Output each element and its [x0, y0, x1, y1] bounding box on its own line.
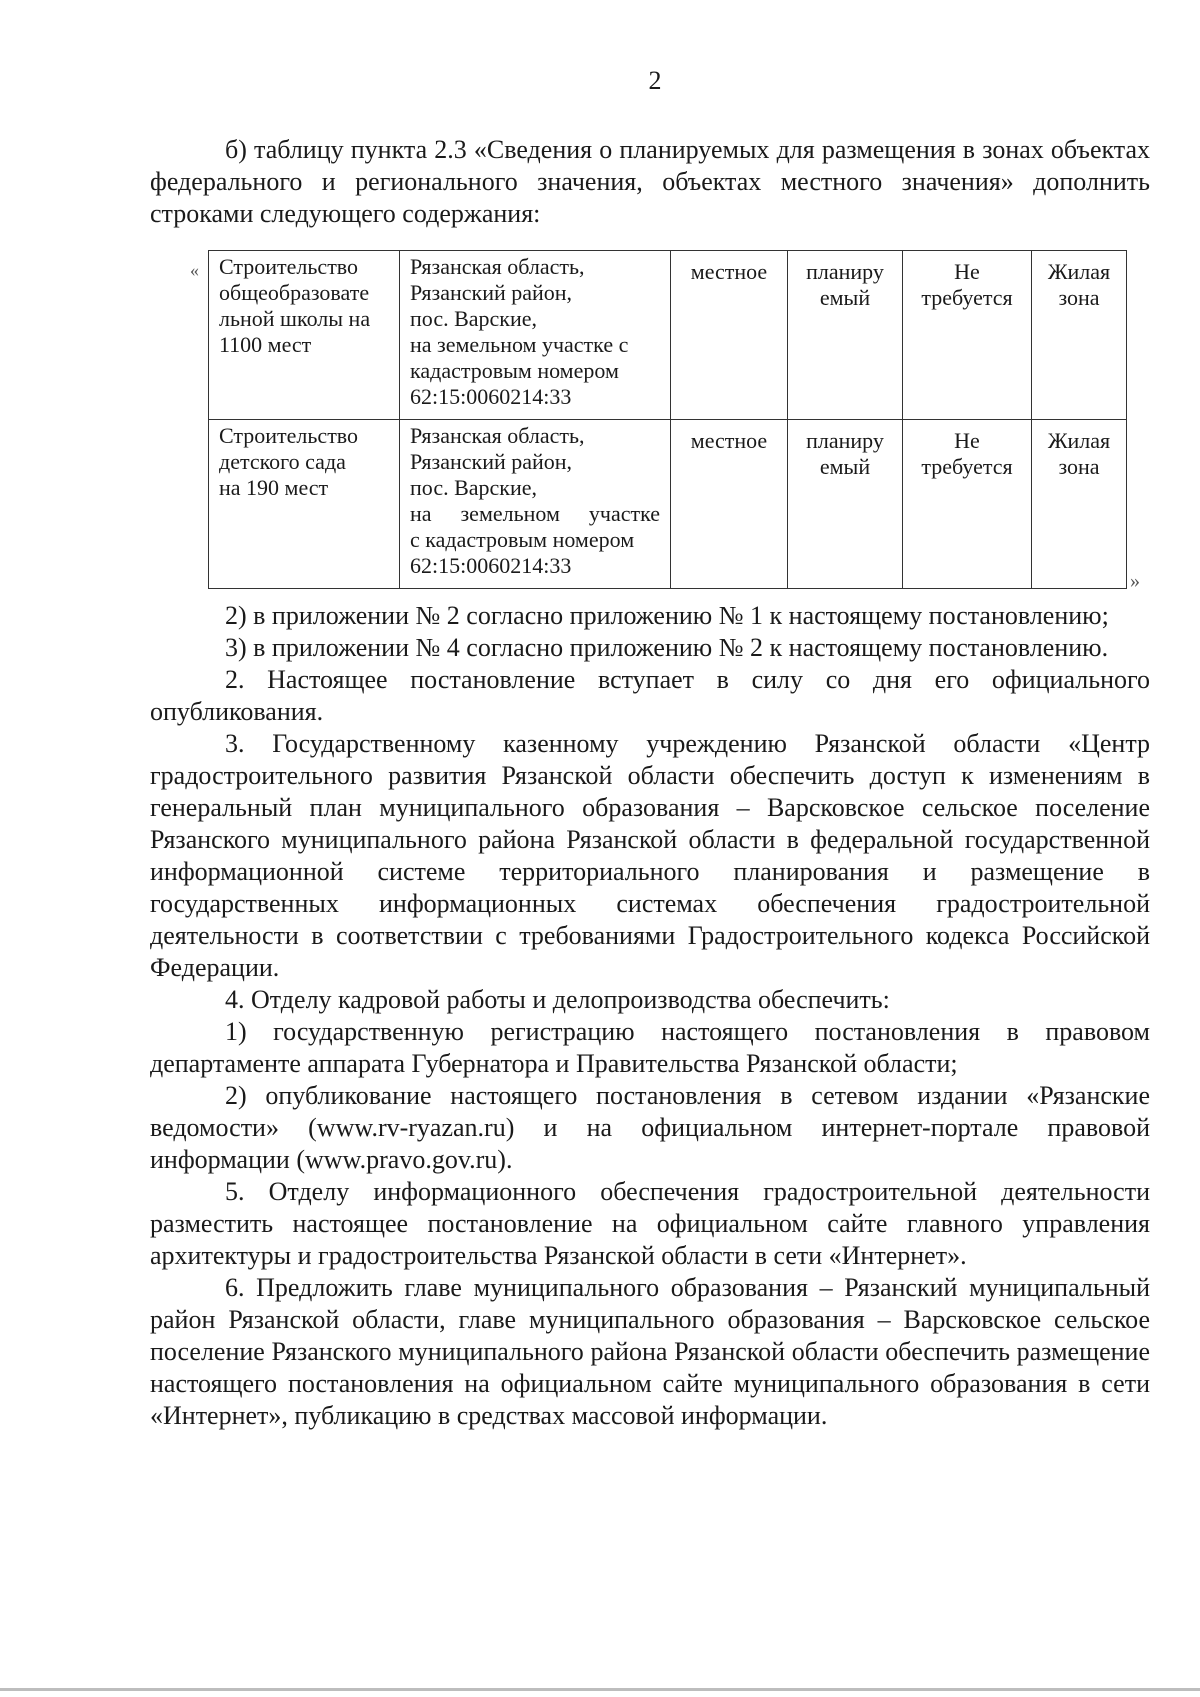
paragraph: 3. Государственному казенному учреждению Рязанской области «Центр градостроительного развития Рязанской области обеспечить доступ к изменениям в генеральный план муниципального образования – Варсковское сельское поселение Рязанского муниципального района Рязанской области в федеральной государственной информационной системе территориального планирования и размещение в государственных информационных системах обеспечения градостроительной деятельности в соответствии с требованиями Градостроительного кодекса Российской Федерации.: [150, 729, 1150, 982]
table-row: [209, 251, 1127, 420]
page-number: 2: [648, 66, 662, 95]
requirement-cell: [903, 420, 1032, 589]
location-line: на земельном участке: [410, 501, 660, 526]
paragraph: 2) в приложении № 2 согласно приложению № 1 к настоящему постановлению;: [225, 601, 1109, 630]
object-name-line: льной школы на: [219, 306, 371, 331]
body-text: [150, 600, 1150, 1432]
table-row: [209, 420, 1127, 589]
status-line: емый: [819, 285, 871, 310]
object-name-line: Строительство: [219, 254, 359, 279]
intro-paragraph: б) таблицу пункта 2.3 «Сведения о планируемых для размещения в зонах объектах федерального и регионального значения, объектах местного значения» дополнить строками следующего содержания:: [150, 135, 1150, 228]
object-name-line: на 190 мест: [219, 475, 329, 500]
requirement-line: требуется: [921, 454, 1013, 479]
object-name-line: 1100 мест: [219, 332, 312, 357]
object-name-cell: [209, 420, 400, 589]
requirement-line: требуется: [921, 285, 1013, 310]
requirement-line: Не: [954, 259, 980, 284]
requirement-cell: [903, 251, 1032, 420]
status-line: емый: [819, 454, 871, 479]
status-line: планиру: [806, 259, 884, 284]
location-cell: [400, 420, 671, 589]
paragraph: 1) государственную регистрацию настоящего постановления в правовом департаменте аппарата Губернатора и Правительства Рязанской области;: [150, 1017, 1150, 1078]
location-line: пос. Варские,: [410, 475, 538, 500]
requirement-line: Не: [954, 428, 980, 453]
scan-edge-divider: [0, 1688, 1200, 1691]
location-line: Рязанская область,: [410, 254, 585, 279]
location-line: 62:15:0060214:33: [410, 553, 572, 578]
status-cell: [788, 420, 903, 589]
location-line: 62:15:0060214:33: [410, 384, 572, 409]
significance-cell: местное: [671, 251, 788, 420]
location-line: пос. Варские,: [410, 306, 538, 331]
table-opening-quote: «: [190, 260, 199, 280]
intro-block: [150, 134, 1150, 230]
location-line: Рязанская область,: [410, 423, 585, 448]
location-line: кадастровым номером: [410, 358, 619, 383]
paragraph: 5. Отделу информационного обеспечения градостроительной деятельности разместить настоящее постановление на официальном сайте главного управления архитектуры и градостроительства Рязанской области в сети «Интернет».: [150, 1177, 1150, 1270]
status-line: планиру: [806, 428, 884, 453]
zone-cell: [1032, 420, 1127, 589]
paragraph: 2) опубликование настоящего постановления в сетевом издании «Рязанские ведомости» (www.rv-ryazan.ru) и на официальном интернет-портале правовой информации (www.pravo.gov.ru).: [150, 1081, 1150, 1174]
location-line: с кадастровым номером: [410, 527, 635, 552]
location-line: Рязанский район,: [410, 280, 573, 305]
paragraph: 3) в приложении № 4 согласно приложению № 2 к настоящему постановлению.: [225, 633, 1109, 662]
zone-line: Жилая: [1047, 259, 1111, 284]
object-name-cell: [209, 251, 400, 420]
table-container: [208, 250, 1127, 589]
paragraph: 6. Предложить главе муниципального образования – Рязанский муниципальный район Рязанской области, главе муниципального образования – Варсковское сельское поселение Рязанского муниципального района Рязанской области обеспечить размещение настоящего постановления на официальном сайте муниципального образования в сети «Интернет», публикацию в средствах массовой информации.: [150, 1273, 1150, 1430]
zone-line: зона: [1058, 285, 1100, 310]
zone-cell: [1032, 251, 1127, 420]
planned-objects-table: [208, 250, 1127, 589]
location-line: на земельном участке с: [410, 332, 629, 357]
location-cell: [400, 251, 671, 420]
table-closing-quote: »: [1130, 570, 1140, 592]
paragraph: 4. Отделу кадровой работы и делопроизводства обеспечить:: [225, 985, 890, 1014]
paragraph: 2. Настоящее постановление вступает в силу со дня его официального опубликования.: [150, 665, 1150, 726]
object-name-line: детского сада: [219, 449, 346, 474]
status-cell: [788, 251, 903, 420]
location-line: Рязанский район,: [410, 449, 573, 474]
object-name-line: Строительство: [219, 423, 359, 448]
zone-line: Жилая: [1047, 428, 1111, 453]
significance-cell: местное: [671, 420, 788, 589]
object-name-line: общеобразовате: [219, 280, 370, 305]
zone-line: зона: [1058, 454, 1100, 479]
